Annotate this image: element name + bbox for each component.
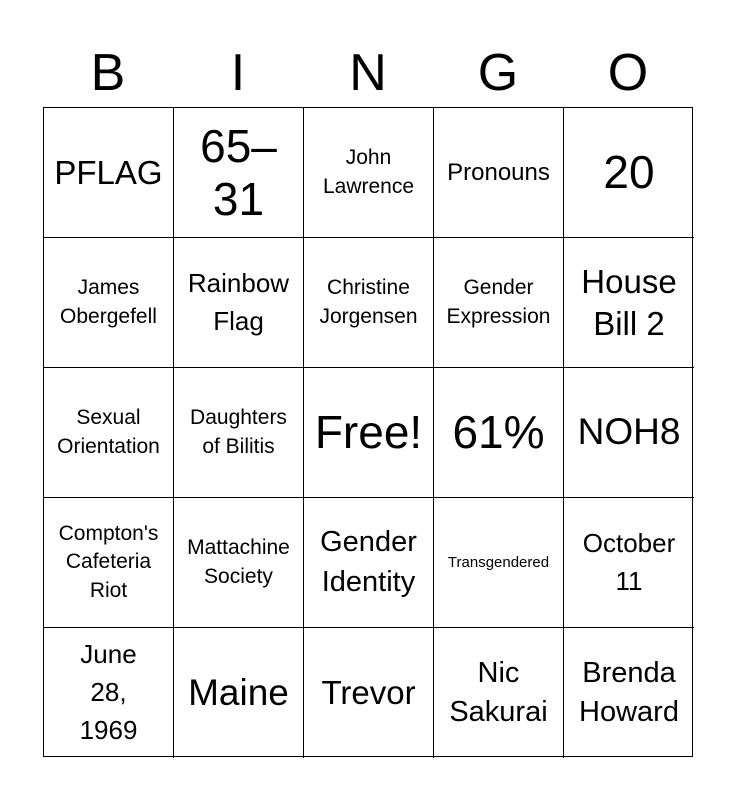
bingo-board xyxy=(43,107,693,757)
cell-text: Trevor xyxy=(321,674,416,712)
bingo-cell[interactable] xyxy=(174,498,304,628)
cell-text: Brenda Howard xyxy=(579,656,679,728)
bingo-cell[interactable] xyxy=(434,368,564,498)
bingo-cell[interactable] xyxy=(174,108,304,238)
header-letter-g: G xyxy=(477,44,519,102)
cell-text: 61% xyxy=(452,406,545,459)
bingo-cell[interactable] xyxy=(434,628,564,758)
header-letter-i: I xyxy=(230,44,246,102)
cell-text: Mattachine Society xyxy=(187,536,290,588)
cell-text: NOH8 xyxy=(577,411,681,453)
bingo-cell[interactable] xyxy=(564,368,694,498)
bingo-cell[interactable] xyxy=(44,368,174,498)
cell-text: James Obergefell xyxy=(60,276,157,328)
cell-text: October 11 xyxy=(582,527,676,596)
cell-text: Sexual Orientation xyxy=(57,406,160,458)
bingo-cell[interactable] xyxy=(304,628,434,758)
bingo-cell[interactable] xyxy=(564,498,694,628)
bingo-cell[interactable] xyxy=(564,628,694,758)
cell-text: 65– 31 xyxy=(200,119,277,225)
cell-text: Compton's Cafeteria Riot xyxy=(58,521,159,602)
cell-text: House Bill 2 xyxy=(581,263,677,342)
bingo-cell[interactable] xyxy=(174,238,304,368)
cell-text: Nic Sakurai xyxy=(449,656,548,728)
cell-text: Gender Expression xyxy=(446,276,551,328)
bingo-header xyxy=(43,40,693,106)
free-space-cell[interactable] xyxy=(304,368,434,498)
cell-text: John Lawrence xyxy=(322,146,415,198)
bingo-cell[interactable] xyxy=(44,628,174,758)
cell-text: Daughters of Bilitis xyxy=(190,406,287,458)
bingo-cell[interactable] xyxy=(564,238,694,368)
cell-text: Gender Identity xyxy=(320,526,417,598)
cell-text: Free! xyxy=(314,406,423,459)
cell-text: PFLAG xyxy=(54,153,163,191)
bingo-cell[interactable] xyxy=(44,238,174,368)
cell-text: Christine Jorgensen xyxy=(319,276,418,328)
bingo-cell[interactable] xyxy=(434,238,564,368)
bingo-cell[interactable] xyxy=(304,108,434,238)
cell-text: Maine xyxy=(188,671,289,713)
bingo-cell[interactable] xyxy=(434,498,564,628)
cell-text: Pronouns xyxy=(447,158,550,186)
header-letter-b: B xyxy=(90,44,126,102)
cell-text: Transgendered xyxy=(447,553,550,571)
bingo-cell[interactable] xyxy=(304,498,434,628)
bingo-cell[interactable] xyxy=(434,108,564,238)
cell-text: Rainbow Flag xyxy=(187,267,290,336)
cell-text: June 28, 1969 xyxy=(79,639,138,745)
header-letter-n: N xyxy=(349,44,387,102)
bingo-cell[interactable] xyxy=(174,368,304,498)
bingo-cell[interactable] xyxy=(44,108,174,238)
header-letter-o: O xyxy=(607,44,649,102)
bingo-cell[interactable] xyxy=(174,628,304,758)
bingo-cell[interactable] xyxy=(304,238,434,368)
cell-text: 20 xyxy=(603,146,655,199)
bingo-cell[interactable] xyxy=(564,108,694,238)
bingo-cell[interactable] xyxy=(44,498,174,628)
